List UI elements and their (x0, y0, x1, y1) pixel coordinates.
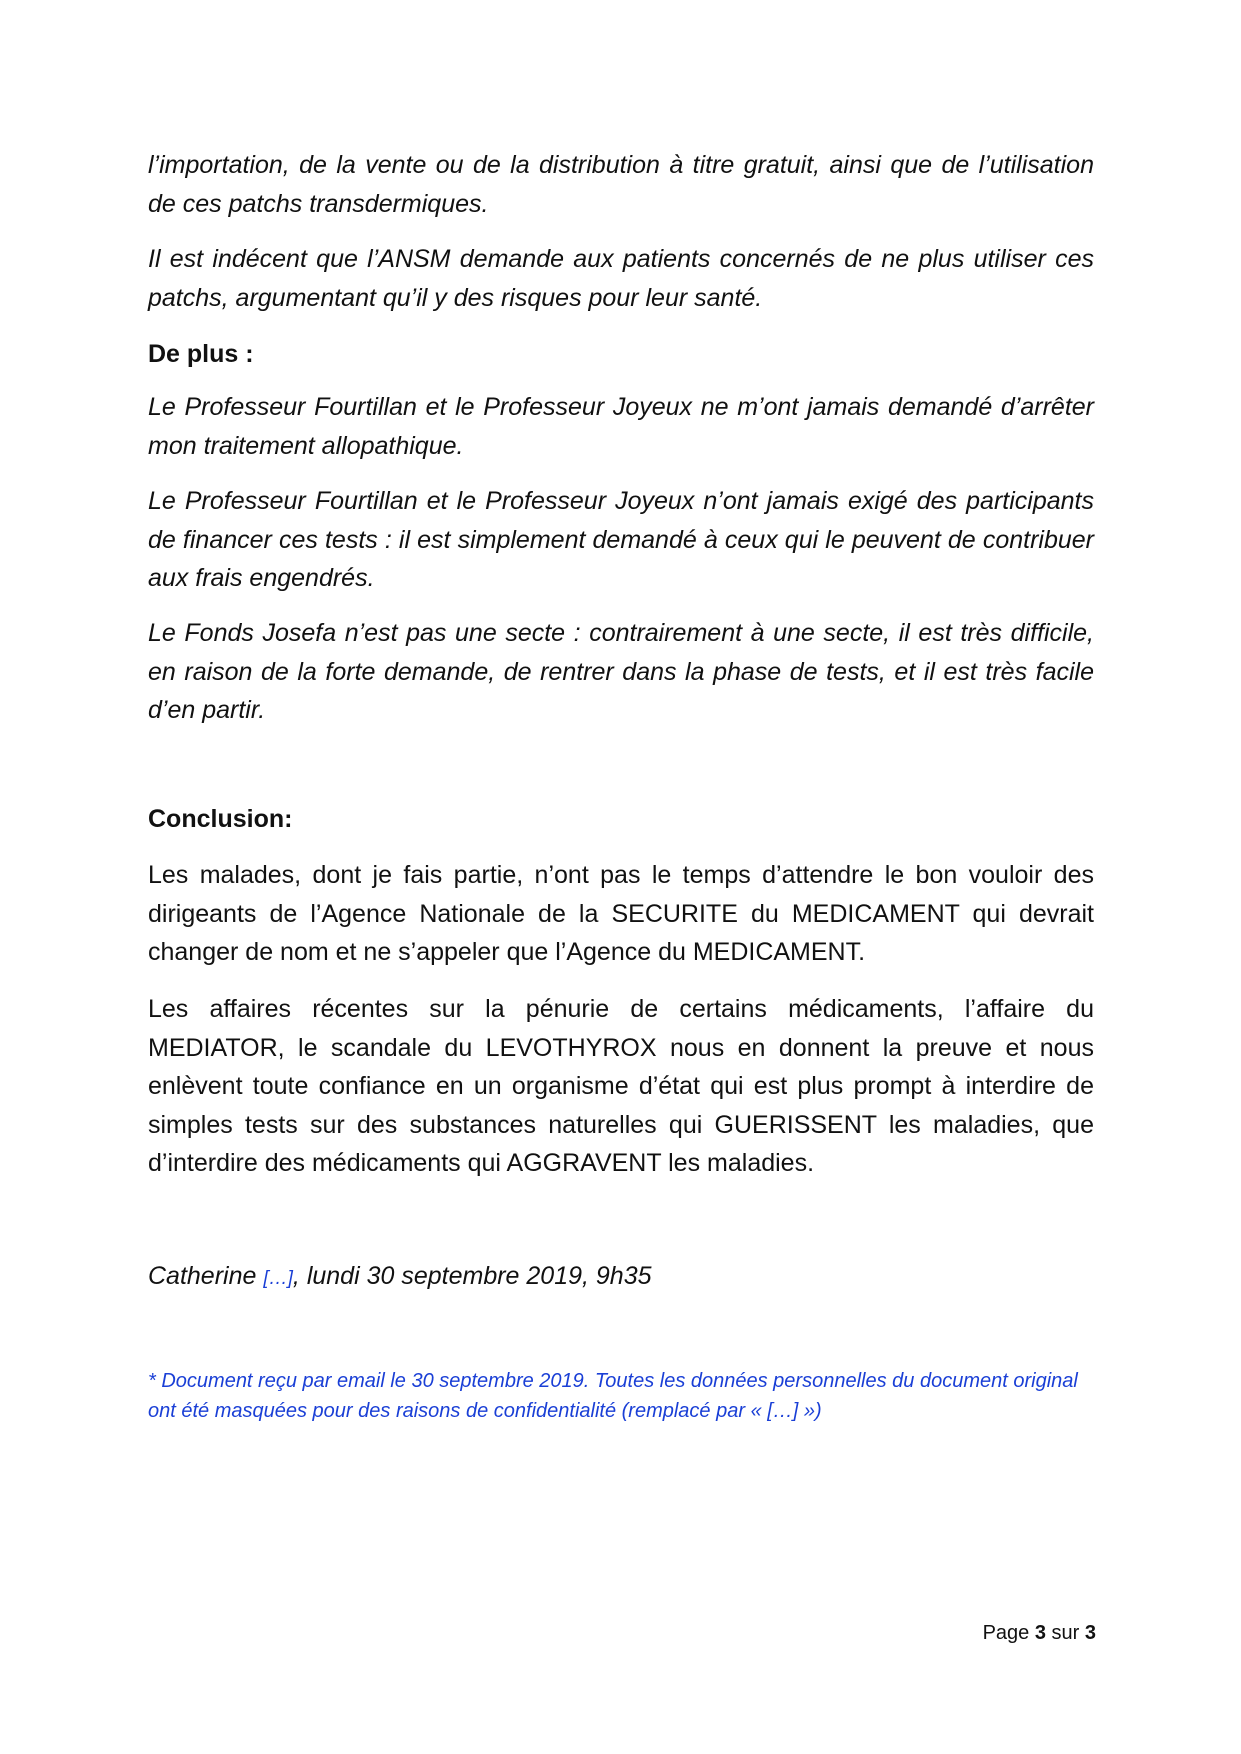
page-number-total: 3 (1084, 1622, 1096, 1644)
footnote: * Document reçu par email le 30 septembre 2019. Toutes les données personnelles du document original ont été masquées pour des raisons de confidentialité (remplacé par « […] ») (148, 1370, 1078, 1422)
page-number-separator: sur (1045, 1622, 1085, 1644)
signature-line (148, 1257, 1094, 1299)
paragraph-fourtillan-traitement: Le Professeur Fourtillan et le Professeur Joyeux ne m’ont jamais demandé d’arrêter mon traitement allopathique. (148, 393, 1094, 460)
paragraph-fourtillan-financement: Le Professeur Fourtillan et le Professeur Joyeux n’ont jamais exigé des participants de financer ces tests : il est simplement demandé à ceux qui le peuvent de contribuer aux frais engendrés. (148, 487, 1094, 592)
paragraph-malades: Les malades, dont je fais partie, n’ont pas le temps d’attendre le bon vouloir des dirigeants de l’Agence Nationale de la SECURITE du MEDICAMENT qui devrait changer de nom et ne s’appeler que l’Agence du MEDICAMENT. (148, 861, 1094, 966)
page-number (983, 1620, 1096, 1646)
page-number-current: 3 (1034, 1622, 1046, 1644)
heading-conclusion: Conclusion: (148, 805, 293, 833)
paragraph-importation: l’importation, de la vente ou de la distribution à titre gratuit, ainsi que de l’utilisation de ces patchs transdermiques. (148, 151, 1094, 218)
redacted-marker: […] (263, 1268, 293, 1289)
signature-date: , lundi 30 septembre 2019, 9h35 (292, 1262, 652, 1290)
paragraph-ansm-indecent: Il est indécent que l’ANSM demande aux patients concernés de ne plus utiliser ces patchs, argumentant qu’il y des risques pour leur santé. (148, 245, 1094, 312)
paragraph-fonds-josefa: Le Fonds Josefa n’est pas une secte : contrairement à une secte, il est très difficile, en raison de la forte demande, de rentrer dans la phase de tests, et il est très facile d’en partir. (148, 619, 1094, 724)
page-number-prefix: Page (982, 1622, 1035, 1644)
signature-name: Catherine (148, 1262, 264, 1290)
heading-de-plus: De plus : (148, 340, 254, 368)
paragraph-affaires: Les affaires récentes sur la pénurie de certains médicaments, l’affaire du MEDIATOR, le scandale du LEVOTHYROX nous en donnent la preuve et nous enlèvent toute confiance en un organisme d’état qui est plus prompt à interdire de simples tests sur des substances naturelles qui GUERISSENT les maladies, que d’interdire des médicaments qui AGGRAVENT les maladies. (148, 995, 1094, 1177)
